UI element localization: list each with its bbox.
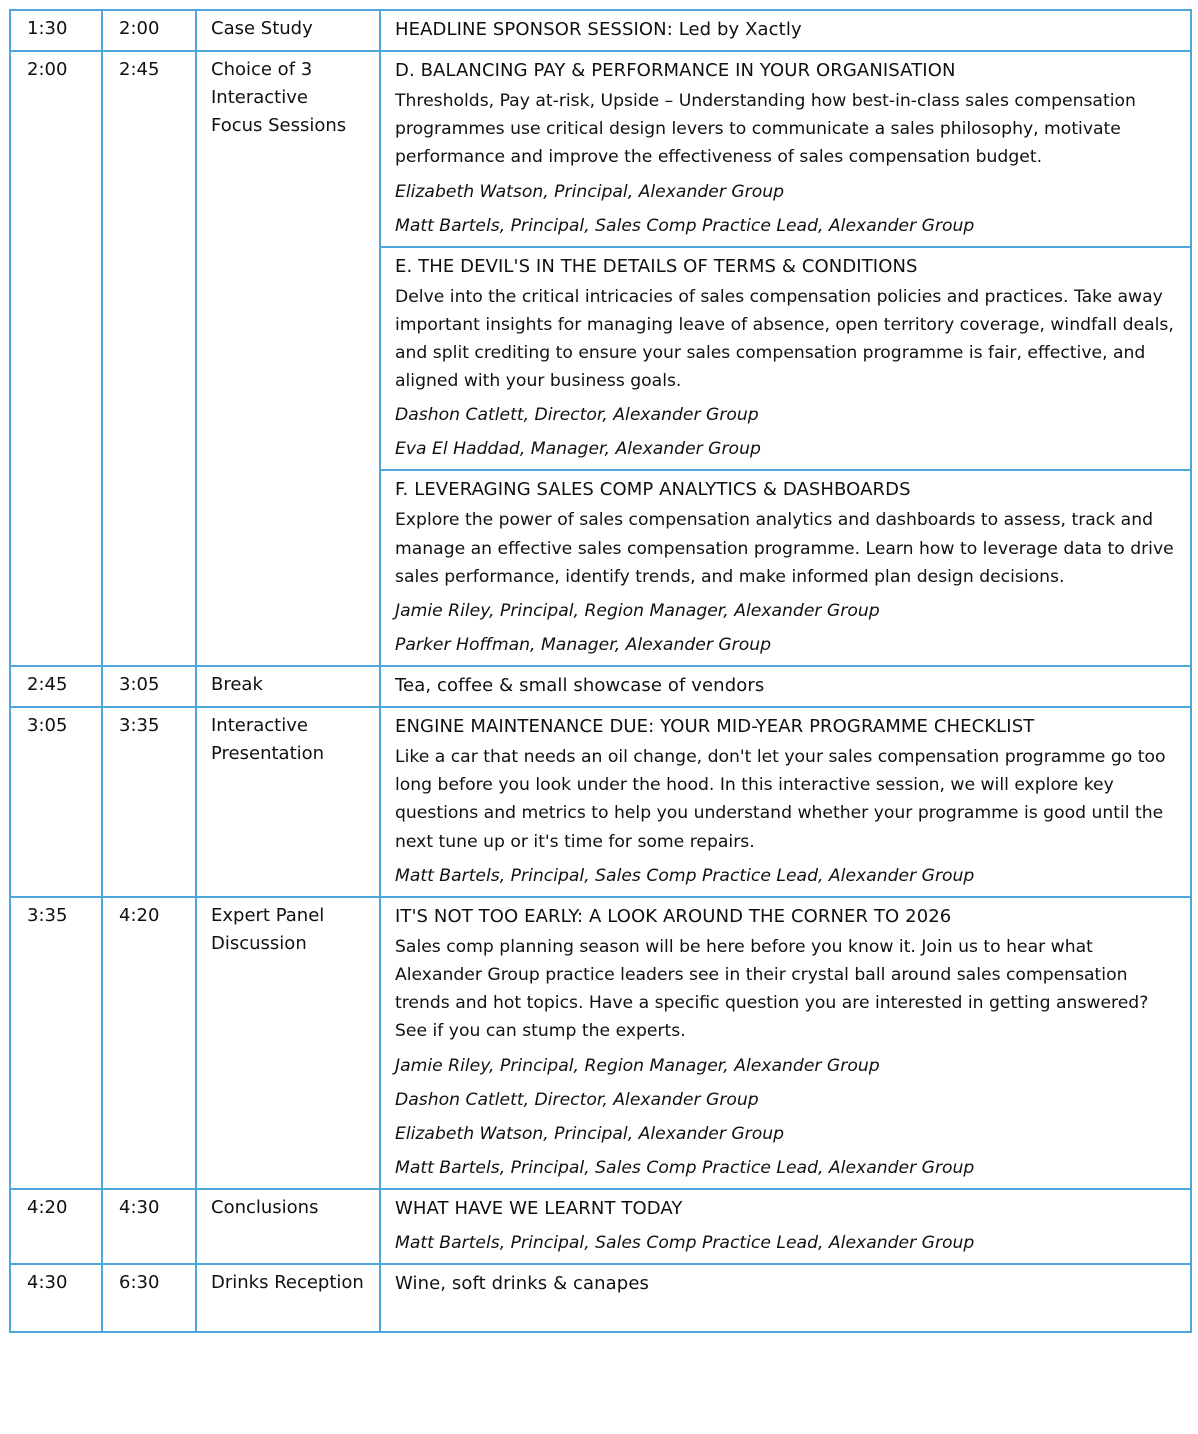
session-block <box>381 469 1190 665</box>
agenda-row <box>10 1189 1191 1264</box>
speaker: Jamie Riley, Principal, Region Manager, Alexander Group <box>395 601 880 622</box>
session-details-cell <box>380 666 1191 707</box>
end-time: 4:20 <box>119 904 160 926</box>
session-details-cell <box>380 51 1191 666</box>
agenda-row <box>10 897 1191 1189</box>
agenda-row <box>10 707 1191 897</box>
end-time: 4:30 <box>119 1196 160 1218</box>
session-block <box>381 667 1190 706</box>
agenda-row <box>10 666 1191 707</box>
speaker: Matt Bartels, Principal, Sales Comp Practice Lead, Alexander Group <box>395 1232 975 1253</box>
agenda-row <box>10 1264 1191 1332</box>
session-title: D. BALANCING PAY & PERFORMANCE IN YOUR ORGANISATION <box>395 60 956 81</box>
session-details-cell <box>380 707 1191 897</box>
session-title: WHAT HAVE WE LEARNT TODAY <box>395 1197 683 1219</box>
session-block <box>381 708 1190 896</box>
speaker: Eva El Haddad, Manager, Alexander Group <box>395 439 761 460</box>
speaker: Parker Hoffman, Manager, Alexander Group <box>395 635 772 656</box>
end-time-cell <box>102 707 196 897</box>
session-title: HEADLINE SPONSOR SESSION: Led by Xactly <box>395 19 802 40</box>
session-type-cell <box>196 707 380 897</box>
session-type: Choice of 3 Interactive Focus Sessions <box>211 59 347 136</box>
start-time-cell <box>10 51 102 666</box>
agenda-table <box>9 9 1192 1333</box>
session-details-cell <box>380 10 1191 51</box>
session-block <box>381 898 1190 1188</box>
session-title: ENGINE MAINTENANCE DUE: YOUR MID-YEAR PROGRAMME CHECKLIST <box>395 716 1035 738</box>
session-type-cell <box>196 1189 380 1264</box>
start-time: 3:05 <box>27 715 68 737</box>
start-time-cell <box>10 666 102 707</box>
end-time-cell <box>102 1189 196 1264</box>
session-type: Drinks Reception <box>211 1271 364 1293</box>
speaker: Dashon Catlett, Director, Alexander Group <box>395 405 759 426</box>
end-time-cell <box>102 51 196 666</box>
session-block <box>381 1190 1190 1263</box>
session-block <box>381 11 1190 50</box>
start-time: 2:45 <box>27 674 68 696</box>
end-time-cell <box>102 666 196 707</box>
session-details-cell <box>380 897 1191 1189</box>
start-time-cell <box>10 707 102 897</box>
end-time-cell <box>102 10 196 51</box>
end-time: 2:45 <box>119 59 160 80</box>
session-title: Wine, soft drinks & canapes <box>395 1272 649 1294</box>
speaker: Matt Bartels, Principal, Sales Comp Practice Lead, Alexander Group <box>395 215 975 236</box>
start-time-cell <box>10 10 102 51</box>
session-type: Expert Panel Discussion <box>211 904 325 954</box>
session-type-cell <box>196 897 380 1189</box>
start-time-cell <box>10 897 102 1189</box>
session-title: Tea, coffee & small showcase of vendors <box>395 675 765 697</box>
session-description: Sales comp planning season will be here before you know it. Join us to hear what Alexander Group practice leaders see in their crystal ball around sales compensation trends and hot topics. Have a specific question you are interested in getting answered? See if you can stump the experts. <box>395 936 1149 1042</box>
session-block <box>381 246 1190 470</box>
speaker: Dashon Catlett, Director, Alexander Group <box>395 1089 759 1110</box>
end-time: 3:05 <box>119 674 160 696</box>
agenda-row <box>10 10 1191 51</box>
end-time: 3:35 <box>119 715 160 737</box>
session-title: IT'S NOT TOO EARLY: A LOOK AROUND THE CORNER TO 2026 <box>395 905 952 927</box>
session-details-cell <box>380 1264 1191 1332</box>
session-type: Case Study <box>211 18 313 39</box>
session-type-cell <box>196 51 380 666</box>
start-time-cell <box>10 1264 102 1332</box>
agenda-body <box>10 10 1191 1332</box>
speaker: Elizabeth Watson, Principal, Alexander Group <box>395 1123 785 1144</box>
start-time: 3:35 <box>27 904 68 926</box>
session-details-cell <box>380 1189 1191 1264</box>
session-description: Explore the power of sales compensation analytics and dashboards to assess, track and manage an effective sales compensation programme. Learn how to leverage data to drive sales performance, identify trends, and make informed plan design decisions. <box>395 510 1174 587</box>
session-type: Break <box>211 674 263 696</box>
session-block <box>381 1265 1190 1304</box>
speaker: Matt Bartels, Principal, Sales Comp Practice Lead, Alexander Group <box>395 1157 975 1178</box>
session-description: Like a car that needs an oil change, don't let your sales compensation programme go too long before you look under the hood. In this interactive session, we will explore key questions and metrics to help you understand whether your programme is good until the next tune up or it's time for some repairs. <box>395 747 1166 852</box>
session-description: Thresholds, Pay at-risk, Upside – Understanding how best-in-class sales compensation programmes use critical design levers to communicate a sales philosophy, motivate performance and improve the effectiveness of sales compensation budget. <box>395 91 1136 168</box>
session-type: Interactive Presentation <box>211 715 325 765</box>
session-type-cell <box>196 10 380 51</box>
end-time-cell <box>102 897 196 1189</box>
start-time: 1:30 <box>27 18 68 39</box>
start-time-cell <box>10 1189 102 1264</box>
end-time-cell <box>102 1264 196 1332</box>
start-time: 4:30 <box>27 1271 68 1293</box>
session-type: Conclusions <box>211 1196 319 1218</box>
start-time: 4:20 <box>27 1196 68 1218</box>
end-time: 2:00 <box>119 18 160 39</box>
agenda-row <box>10 51 1191 666</box>
session-block <box>381 52 1190 246</box>
speaker: Jamie Riley, Principal, Region Manager, Alexander Group <box>395 1055 880 1076</box>
speaker: Matt Bartels, Principal, Sales Comp Practice Lead, Alexander Group <box>395 865 975 886</box>
session-title: E. THE DEVIL'S IN THE DETAILS OF TERMS & CONDITIONS <box>395 255 918 277</box>
start-time: 2:00 <box>27 59 68 80</box>
session-type-cell <box>196 666 380 707</box>
speaker: Elizabeth Watson, Principal, Alexander Group <box>395 181 785 202</box>
session-type-cell <box>196 1264 380 1332</box>
session-title: F. LEVERAGING SALES COMP ANALYTICS & DASHBOARDS <box>395 479 911 501</box>
end-time: 6:30 <box>119 1271 160 1293</box>
session-description: Delve into the critical intricacies of sales compensation policies and practices. Take away important insights for managing leave of absence, open territory coverage, windfall deals, and split crediting to ensure your sales compensation programme is fair, effective, and aligned with your business goals. <box>395 286 1174 392</box>
